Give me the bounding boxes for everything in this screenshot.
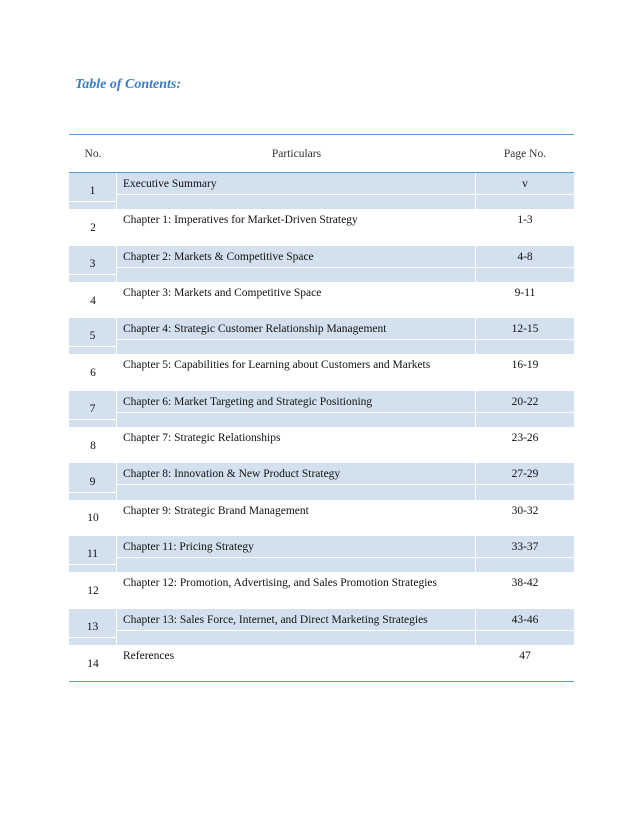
row-page-range: 16-19 [511, 359, 539, 372]
row-number-cell [69, 536, 117, 572]
header-no: No. [84, 147, 102, 160]
row-number: 7 [69, 398, 116, 420]
row-number-cell [69, 427, 117, 463]
row-particulars-cell [117, 209, 476, 245]
row-number-cell [69, 572, 117, 608]
row-page-range-cell [476, 536, 574, 572]
row-page-range-cell [476, 609, 574, 645]
row-number: 13 [69, 616, 116, 638]
row-particulars: Chapter 2: Markets & Competitive Space [117, 246, 475, 268]
row-number: 3 [69, 253, 116, 275]
row-particulars: Chapter 1: Imperatives for Market-Driven Strategy [123, 214, 358, 227]
header-particulars: Particulars [271, 147, 322, 160]
table-row [69, 463, 574, 499]
row-number: 1 [69, 180, 116, 202]
row-number: 11 [69, 543, 116, 565]
table-row [69, 282, 574, 318]
row-page-range: 30-32 [511, 504, 539, 517]
row-number-cell [69, 318, 117, 354]
row-number-cell [69, 500, 117, 536]
header-page-no: Page No. [503, 147, 547, 160]
row-page-range: 23-26 [511, 432, 539, 445]
table-header-row [69, 135, 574, 173]
row-page-range-cell [476, 282, 574, 318]
row-number: 4 [90, 294, 96, 307]
row-particulars: Chapter 3: Markets and Competitive Space [123, 286, 322, 299]
row-page-range-cell [476, 318, 574, 354]
row-page-range: v [476, 173, 574, 195]
row-particulars-cell [117, 536, 476, 572]
row-particulars: Chapter 7: Strategic Relationships [123, 432, 281, 445]
row-particulars-cell [117, 572, 476, 608]
table-row [69, 572, 574, 608]
row-page-range: 33-37 [476, 536, 574, 558]
row-number-cell [69, 173, 117, 209]
row-page-range-cell [476, 572, 574, 608]
row-number-cell [69, 463, 117, 499]
row-page-range-cell [476, 645, 574, 681]
row-number-cell [69, 246, 117, 282]
table-row [69, 209, 574, 245]
row-page-range: 12-15 [476, 318, 574, 340]
row-page-range-cell [476, 173, 574, 209]
row-particulars-cell [117, 500, 476, 536]
table-row [69, 391, 574, 427]
row-number-cell [69, 282, 117, 318]
row-page-range-cell [476, 463, 574, 499]
table-row [69, 500, 574, 536]
row-particulars-cell [117, 318, 476, 354]
row-particulars: References [123, 649, 175, 662]
row-particulars-cell [117, 173, 476, 209]
row-particulars-cell [117, 282, 476, 318]
row-page-range: 4-8 [476, 246, 574, 268]
table-row [69, 173, 574, 209]
row-particulars: Chapter 11: Pricing Strategy [117, 536, 475, 558]
table-row [69, 354, 574, 390]
row-number-cell [69, 209, 117, 245]
row-number: 8 [90, 439, 96, 452]
toc-table [69, 134, 574, 682]
row-particulars: Chapter 6: Market Targeting and Strategic Positioning [117, 391, 475, 413]
row-particulars-cell [117, 645, 476, 681]
row-particulars: Chapter 9: Strategic Brand Management [123, 504, 309, 517]
row-page-range-cell [476, 354, 574, 390]
table-row [69, 246, 574, 282]
row-particulars: Chapter 5: Capabilities for Learning about Customers and Markets [123, 359, 431, 372]
row-number: 9 [69, 471, 116, 493]
row-number-cell [69, 645, 117, 681]
row-page-range: 27-29 [476, 463, 574, 485]
row-page-range-cell [476, 209, 574, 245]
row-page-range: 43-46 [476, 609, 574, 631]
table-row [69, 645, 574, 681]
row-particulars-cell [117, 354, 476, 390]
row-particulars: Chapter 8: Innovation & New Product Strategy [117, 463, 475, 485]
table-row [69, 609, 574, 645]
row-number: 10 [87, 512, 99, 525]
row-number-cell [69, 391, 117, 427]
row-particulars: Chapter 4: Strategic Customer Relationship Management [117, 318, 475, 340]
row-particulars-cell [117, 427, 476, 463]
row-number: 5 [69, 325, 116, 347]
row-page-range: 38-42 [511, 577, 539, 590]
row-number: 6 [90, 367, 96, 380]
row-particulars-cell [117, 246, 476, 282]
page-title: Table of Contents: [75, 77, 182, 92]
row-page-range-cell [476, 427, 574, 463]
row-page-range-cell [476, 391, 574, 427]
table-row [69, 318, 574, 354]
row-page-range-cell [476, 500, 574, 536]
row-particulars-cell [117, 463, 476, 499]
row-number-cell [69, 354, 117, 390]
row-page-range-cell [476, 246, 574, 282]
row-particulars-cell [117, 391, 476, 427]
row-particulars: Chapter 12: Promotion, Advertising, and Sales Promotion Strategies [123, 577, 437, 590]
row-number: 14 [87, 657, 99, 670]
row-number: 2 [90, 221, 96, 234]
table-body [69, 173, 574, 681]
row-page-range: 1-3 [517, 214, 533, 227]
row-page-range: 9-11 [514, 286, 536, 299]
table-row [69, 536, 574, 572]
row-number-cell [69, 609, 117, 645]
row-particulars: Executive Summary [117, 173, 475, 195]
row-particulars: Chapter 13: Sales Force, Internet, and Direct Marketing Strategies [117, 609, 475, 631]
row-page-range: 20-22 [476, 391, 574, 413]
row-page-range: 47 [519, 649, 531, 662]
row-number: 12 [87, 584, 99, 597]
table-row [69, 427, 574, 463]
row-particulars-cell [117, 609, 476, 645]
